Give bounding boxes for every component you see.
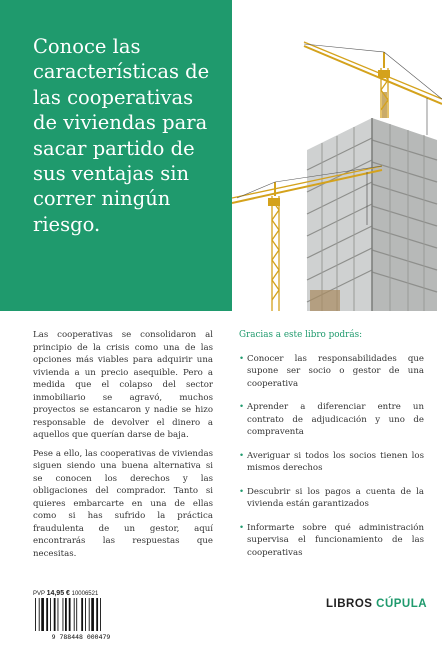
- barcode-bar: [74, 598, 75, 631]
- barcode-bar: [54, 598, 56, 631]
- headline-line: de viviendas para: [33, 111, 208, 135]
- price-amount: 14,95 €: [46, 590, 70, 597]
- benefit-text: Aprender a diferenciar entre un contrato de adjudicación y uno de compraventa: [247, 402, 424, 437]
- bullet-icon: •: [239, 353, 245, 364]
- barcode-bar: [91, 598, 94, 631]
- barcode-bar: [96, 598, 98, 631]
- left-crane-cab: [268, 198, 280, 206]
- benefit-item: [239, 450, 424, 475]
- publisher-logo: [326, 598, 427, 610]
- product-code: 10006521: [71, 591, 99, 597]
- benefit-text: Conocer las responsabilidades que supone ser socio o gestor de una cooperativa: [247, 353, 424, 389]
- construction-photo: [232, 0, 442, 311]
- right-crane-cab: [378, 70, 390, 78]
- price-line: [33, 590, 98, 597]
- benefit-text: Descubrir si los pagos a cuenta de la vivienda están garantizados: [247, 486, 424, 509]
- description-column: [33, 329, 213, 566]
- bullet-icon: •: [239, 402, 245, 412]
- headline-line: riesgo.: [33, 212, 101, 236]
- bullet-icon: •: [239, 486, 245, 497]
- barcode-bar: [100, 598, 101, 631]
- barcode-bar: [76, 598, 77, 631]
- publisher-name-second: CÚPULA: [376, 598, 428, 610]
- barcode-bar: [65, 598, 67, 631]
- building-structure: [307, 92, 437, 311]
- cover-headline: [33, 34, 233, 237]
- benefit-item: [239, 353, 424, 391]
- barcode-bar: [85, 598, 86, 631]
- isbn-barcode: [33, 598, 129, 640]
- headline-line: sacar partido de: [33, 136, 195, 160]
- benefit-item: [239, 401, 424, 439]
- barcode-bar: [35, 598, 36, 631]
- bullet-icon: •: [239, 450, 245, 461]
- description-paragraph: Las cooperativas se consolidaron al principio de la crisis como una de las opciones más viables para adquirir una vivienda a un precio asequible. Pero a medida que el colapso del sector inmobiliario se agravó, muchos proyectos se estancaron y nadie se hizo responsable de devolver el dinero a aquellos que querían darse de baja.: [33, 330, 213, 440]
- headline-line: correr ningún: [33, 187, 171, 211]
- benefits-list: [239, 353, 424, 560]
- benefit-text: Averiguar si todos los socios tienen los mismos derechos: [247, 450, 424, 473]
- headline-line: características de: [33, 60, 210, 84]
- bullet-icon: •: [239, 522, 245, 533]
- benefits-intro: Gracias a este libro podrás:: [239, 330, 363, 340]
- barcode-bar: [58, 598, 59, 631]
- benefit-text: Informarte sobre qué administración supervisa el funcionamiento de las cooperativas: [247, 522, 424, 558]
- headline-line: Conoce las: [33, 35, 141, 58]
- benefit-item: [239, 522, 424, 560]
- description-paragraph: Pese a ello, las cooperativas de viviendas siguen siendo una buena alternativa si se conocen los derechos y las obligaciones del comprador. Tanto si quieres embarcarte en una de ellas como si has sufrido la práctica fraudulenta de un gestor, aquí encontrarás las respuestas que necesitas.: [33, 448, 213, 559]
- barcode-number: 9 788448 000479: [51, 633, 111, 640]
- barcode-bar: [50, 598, 51, 631]
- barcode-bar: [81, 598, 83, 631]
- barcode-bar: [39, 598, 40, 631]
- publisher-name-first: LIBROS: [326, 598, 373, 610]
- barcode-bar: [63, 598, 64, 631]
- barcode-bar: [41, 598, 44, 631]
- headline-line: sus ventajas sin: [33, 162, 190, 186]
- construction-cranes-illustration: [232, 0, 442, 311]
- price-label: PVP: [33, 591, 45, 597]
- barcode-bar: [69, 598, 71, 631]
- barcode-bar: [89, 598, 90, 631]
- benefits-column: [239, 329, 424, 570]
- headline-line: las cooperativas: [33, 85, 194, 109]
- headline-panel: [0, 0, 232, 311]
- benefit-item: [239, 486, 424, 511]
- barcode-bar: [46, 598, 48, 631]
